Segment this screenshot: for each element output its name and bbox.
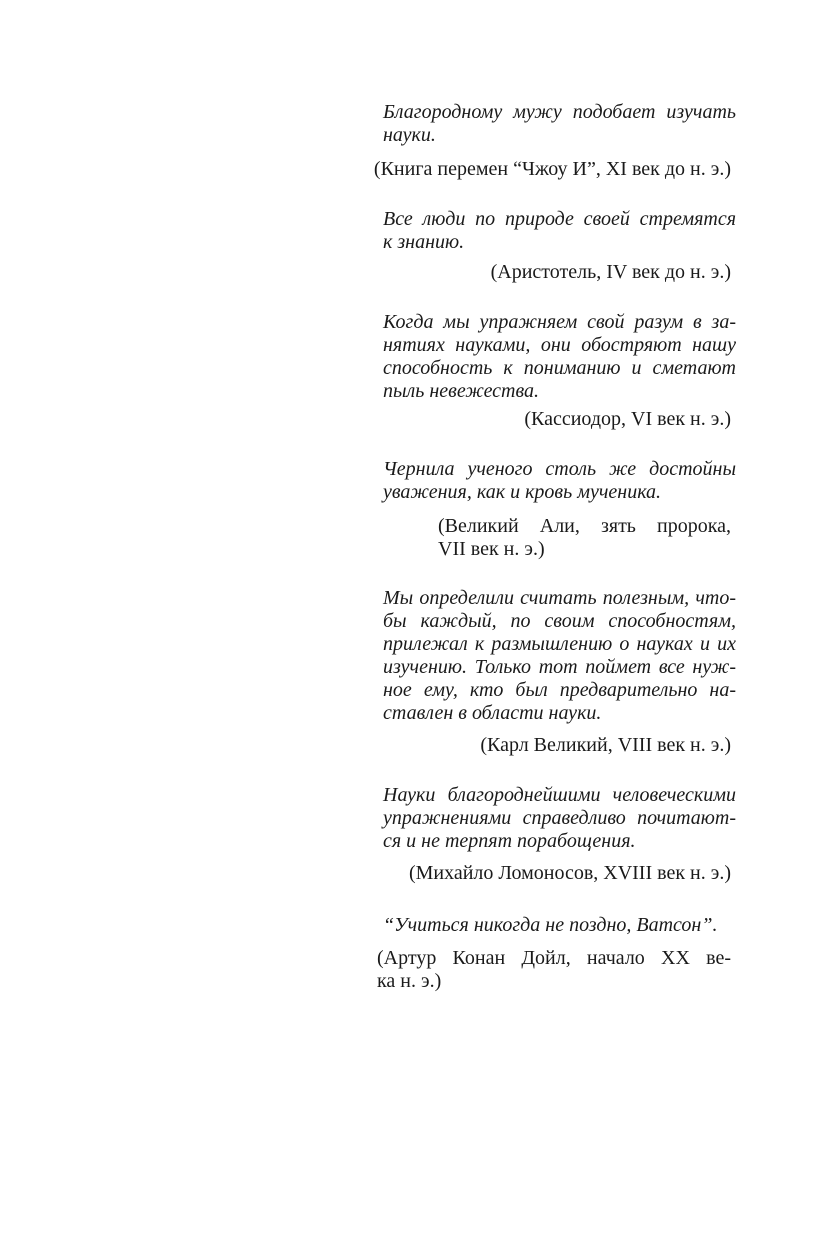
epigraph-3-quote-line-1: Когда мы упражняем свой разум в за-: [383, 311, 736, 333]
epigraph-5-quote-line-1: Мы определили считать полезным, что-: [383, 587, 736, 609]
epigraph-5-source: (Карл Великий, VIII век н. э.): [480, 734, 731, 756]
epigraph-6-quote-line-3: ся и не терпят порабощения.: [383, 830, 636, 852]
epigraph-2-quote-line-1: Все люди по природе своей стремятся: [383, 208, 736, 230]
epigraph-6-quote-line-2: упражнениями справедливо почитают-: [383, 807, 736, 829]
epigraph-5-quote-line-5: ное ему, кто был предварительно на-: [383, 679, 736, 701]
epigraph-7-quote-line-1: “Учиться никогда не поздно, Ватсон”.: [383, 914, 718, 936]
epigraph-3-quote-line-3: способность к пониманию и сметают: [383, 357, 736, 379]
epigraph-3-quote-line-4: пыль невежества.: [383, 380, 540, 402]
epigraph-4-quote-line-1: Чернила ученого столь же достойны: [383, 458, 736, 480]
epigraph-5-quote-line-2: бы каждый, по своим способностям,: [383, 610, 736, 632]
epigraph-6-source: (Михайло Ломоносов, XVIII век н. э.): [408, 862, 731, 884]
epigraph-4-source-line-1: (Великий Али, зять пророка,: [438, 515, 731, 537]
epigraph-3-source: (Кассиодор, VI век н. э.): [524, 408, 731, 430]
epigraph-5-quote-line-6: ставлен в области науки.: [383, 702, 602, 724]
epigraph-2-quote-line-2: к знанию.: [383, 231, 465, 253]
epigraph-4-source-line-2: VII век н. э.): [438, 538, 545, 560]
epigraph-1-quote-line-1: Благородному мужу подобает изучать: [383, 101, 736, 123]
epigraph-1-source: (Книга перемен “Чжоу И”, XI век до н. э.): [373, 158, 731, 180]
epigraph-7-source-line-1: (Артур Конан Дойл, начало ХХ ве-: [377, 947, 731, 969]
epigraph-7-source-line-2: ка н. э.): [377, 970, 442, 992]
epigraph-5-quote-line-4: изучению. Только тот поймет все нуж-: [383, 656, 736, 678]
epigraph-2-source: (Аристотель, IV век до н. э.): [490, 261, 731, 283]
epigraph-5-quote-line-3: прилежал к размышлению о науках и их: [383, 633, 736, 655]
epigraph-1-quote-line-2: науки.: [383, 124, 436, 146]
epigraph-4-quote-line-2: уважения, как и кровь мученика.: [383, 481, 662, 503]
epigraph-3-quote-line-2: нятиях науками, они обостряют нашу: [383, 334, 736, 356]
epigraph-6-quote-line-1: Науки благороднейшими человеческими: [383, 784, 736, 806]
